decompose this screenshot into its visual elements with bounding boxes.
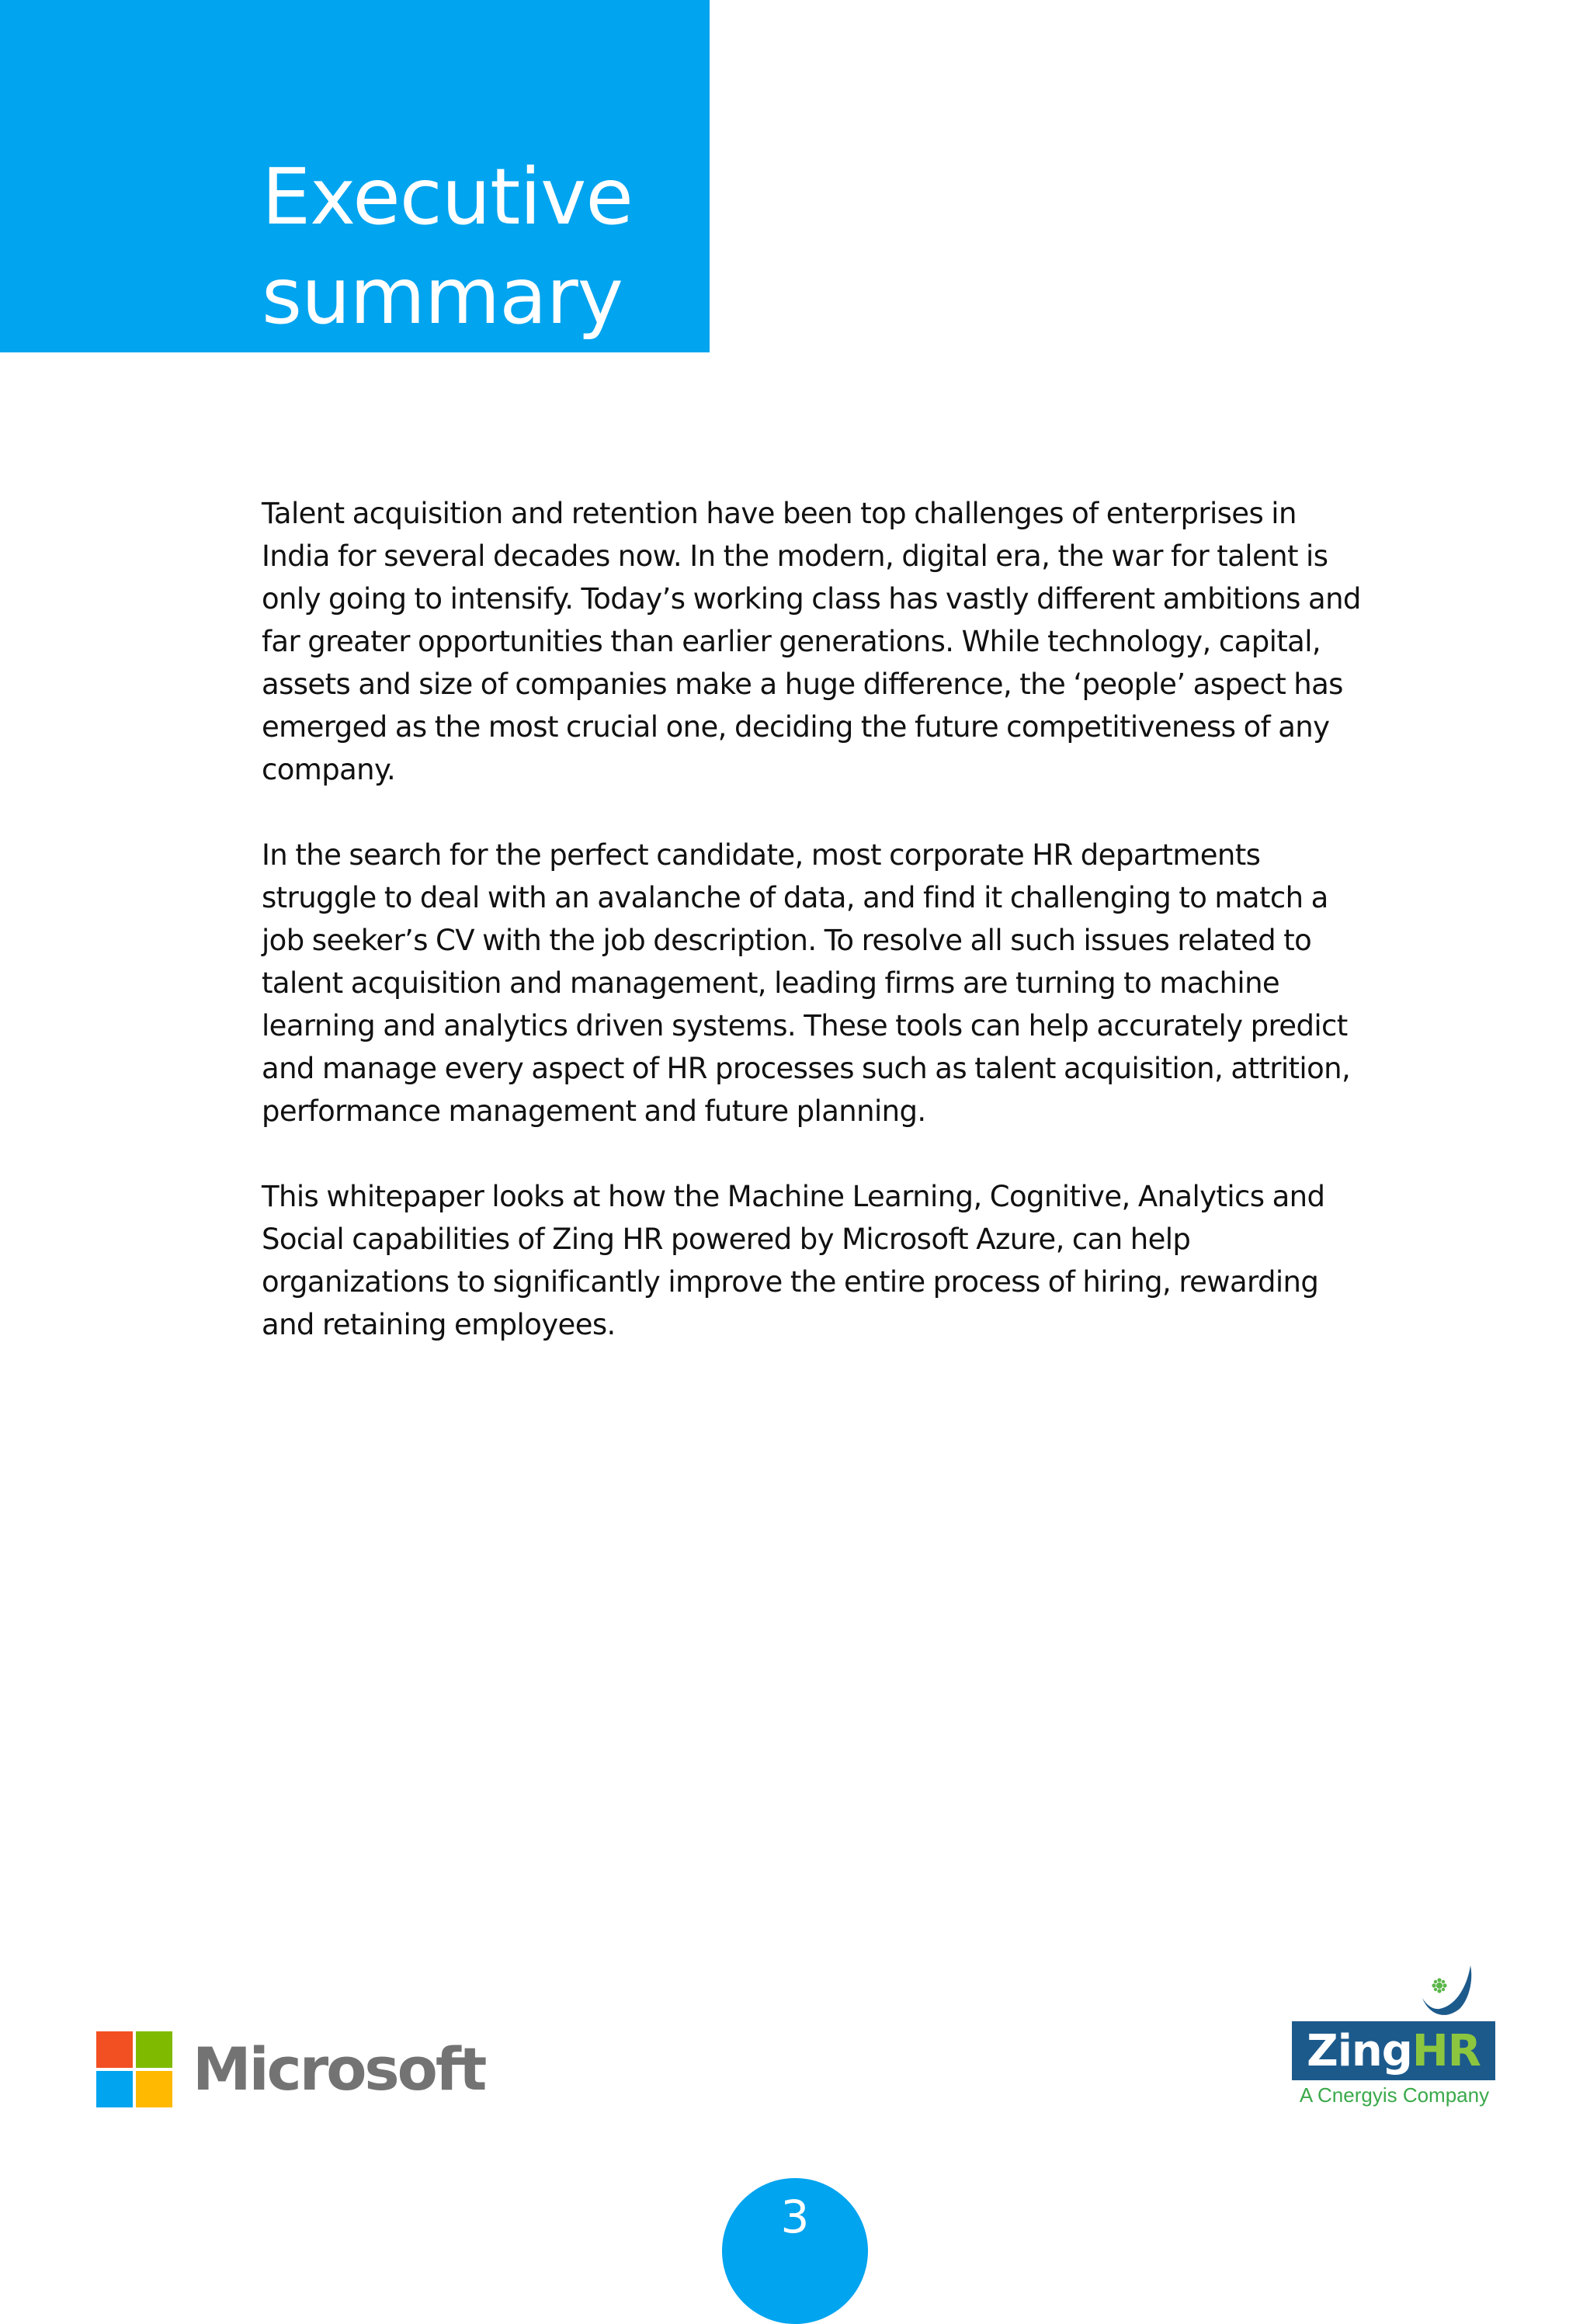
page-title <box>262 147 633 346</box>
page-title-line-1: Executive <box>262 151 633 242</box>
microsoft-wordmark: Microsoft <box>193 2034 485 2104</box>
paragraph-2: In the search for the perfect candidate, most corporate HR departments struggle to deal with an avalanche of data, and find it challenging to match a job seeker’s CV with the job description. To resolve all such issues related to talent acquisition and management, leading firms are turning to machine learning and analytics driven systems. These tools can help accurately predict and manage every aspect of HR processes such as talent acquisition, attrition, performance management and future planning. <box>262 838 1351 1128</box>
microsoft-square-red <box>96 2031 133 2068</box>
zinghr-wordmark-hr: HR <box>1411 2025 1481 2076</box>
zinghr-logo <box>1289 1962 1500 2110</box>
microsoft-square-green <box>136 2031 172 2068</box>
paragraph-1: Talent acquisition and retention have been top challenges of enterprises in India for several decades now. In the modern, digital era, the war for talent is only going to intensify. Today’s working class has vastly different ambitions and far greater opportunities than earlier generations. While technology, capital, assets and size of companies make a huge difference, the ‘people’ aspect has emerged as the most crucial one, deciding the future competitiveness of any company. <box>262 497 1361 786</box>
zinghr-flower-icon <box>1432 1978 1446 1993</box>
microsoft-square-yellow <box>136 2071 172 2107</box>
microsoft-four-squares-icon <box>96 2031 172 2107</box>
zinghr-tagline: A Cnergyis Company <box>1299 2083 1490 2107</box>
zinghr-swoosh-icon <box>1421 1962 1483 2024</box>
page-title-line-2: summary <box>262 251 623 342</box>
page-number-badge <box>722 2178 868 2324</box>
page-number: 3 <box>780 2190 810 2243</box>
paragraph-3: This whitepaper looks at how the Machine Learning, Cognitive, Analytics and Social capabilities of Zing HR powered by Microsoft Azure, can help organizations to significantly improve the entire process of hiring, rewarding and retaining employees. <box>262 1180 1325 1341</box>
zinghr-wordmark-zing: Zing <box>1307 2025 1412 2076</box>
microsoft-square-blue <box>96 2071 133 2107</box>
zinghr-wordmark <box>1292 2021 1495 2080</box>
microsoft-logo <box>96 2029 484 2110</box>
executive-summary-body <box>262 492 1364 1389</box>
